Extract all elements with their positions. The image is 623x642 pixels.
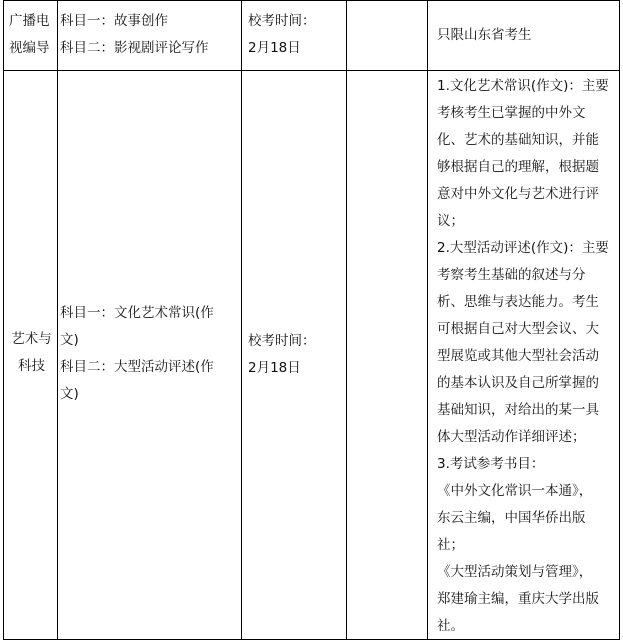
subject-two: 科目二：影视剧评论写作 [60, 40, 209, 56]
requirement-line: 够根据自己的理解，根据题 [437, 159, 599, 175]
table-border-top [3, 0, 620, 1]
requirement-line: 析、思维与表达能力。考生 [437, 294, 599, 310]
requirement-line: 1.文化艺术常识(作文)：主要 [437, 78, 609, 94]
requirement-line: 社。 [437, 618, 464, 634]
column-divider-major [57, 0, 58, 640]
requirement-line: 《大型活动策划与管理》， [437, 564, 593, 580]
column-divider-subject [241, 0, 242, 640]
subject-two-line2: 文) [60, 386, 79, 402]
requirement-line: 议； [437, 213, 464, 229]
requirement-line: 2.大型活动评述(作文)：主要 [437, 240, 609, 256]
major-name-line2: 视编导 [9, 40, 50, 56]
time-cell-row2 [248, 328, 344, 382]
requirement-line: 3.考试参考书目： [437, 456, 545, 472]
major-name-line1: 艺术与 [11, 331, 52, 347]
requirement-line: 考核考生已掌握的中外文 [437, 105, 586, 121]
requirement-line: 可根据自己对大型会议、大 [437, 321, 599, 337]
note-cell-row1 [437, 22, 613, 49]
subject-one-line2: 文) [60, 332, 79, 348]
table-border-right [619, 0, 620, 640]
exam-time-value: 2月18日 [248, 360, 301, 376]
admission-table [3, 0, 620, 640]
table-border-left [3, 0, 4, 640]
province-restriction: 只限山东省考生 [437, 27, 532, 43]
requirement-line: 东云主编，中国华侨出版 [437, 510, 586, 526]
requirement-line: 的基本认识及自己所掌握的 [437, 375, 599, 391]
major-cell-row1 [9, 8, 57, 62]
column-divider-time [346, 0, 347, 640]
column-divider-gap [427, 0, 428, 640]
subject-cell-row1 [60, 8, 240, 62]
exam-time-label: 校考时间： [248, 333, 316, 349]
exam-time-label: 校考时间： [248, 13, 316, 29]
requirement-line: 社； [437, 537, 464, 553]
major-name-line1: 广播电 [9, 13, 50, 29]
requirement-line: 《中外文化常识一本通》， [437, 483, 593, 499]
requirements-cell-row2 [437, 73, 619, 640]
requirement-line: 型展览或其他大型社会活动 [437, 348, 599, 364]
major-name-line2: 科技 [18, 358, 45, 374]
requirement-line: 化、艺术的基础知识，并能 [437, 132, 599, 148]
subject-one: 科目一：故事创作 [60, 13, 168, 29]
requirement-line: 考察考生基础的叙述与分 [437, 267, 586, 283]
subject-one-line1: 科目一：文化艺术常识(作 [60, 305, 214, 321]
exam-time-value: 2月18日 [248, 40, 301, 56]
requirement-line: 意对中外文化与艺术进行评 [437, 186, 599, 202]
subject-two-line1: 科目二：大型活动评述(作 [60, 359, 214, 375]
major-cell-row2 [6, 326, 57, 380]
requirement-line: 基础知识，对给出的某一具 [437, 402, 599, 418]
subject-cell-row2 [60, 300, 240, 408]
row-divider [3, 70, 620, 71]
time-cell-row1 [248, 8, 344, 62]
requirement-line: 体大型活动作详细评述； [437, 429, 586, 445]
requirement-line: 郑建瑜主编，重庆大学出版 [437, 591, 599, 607]
